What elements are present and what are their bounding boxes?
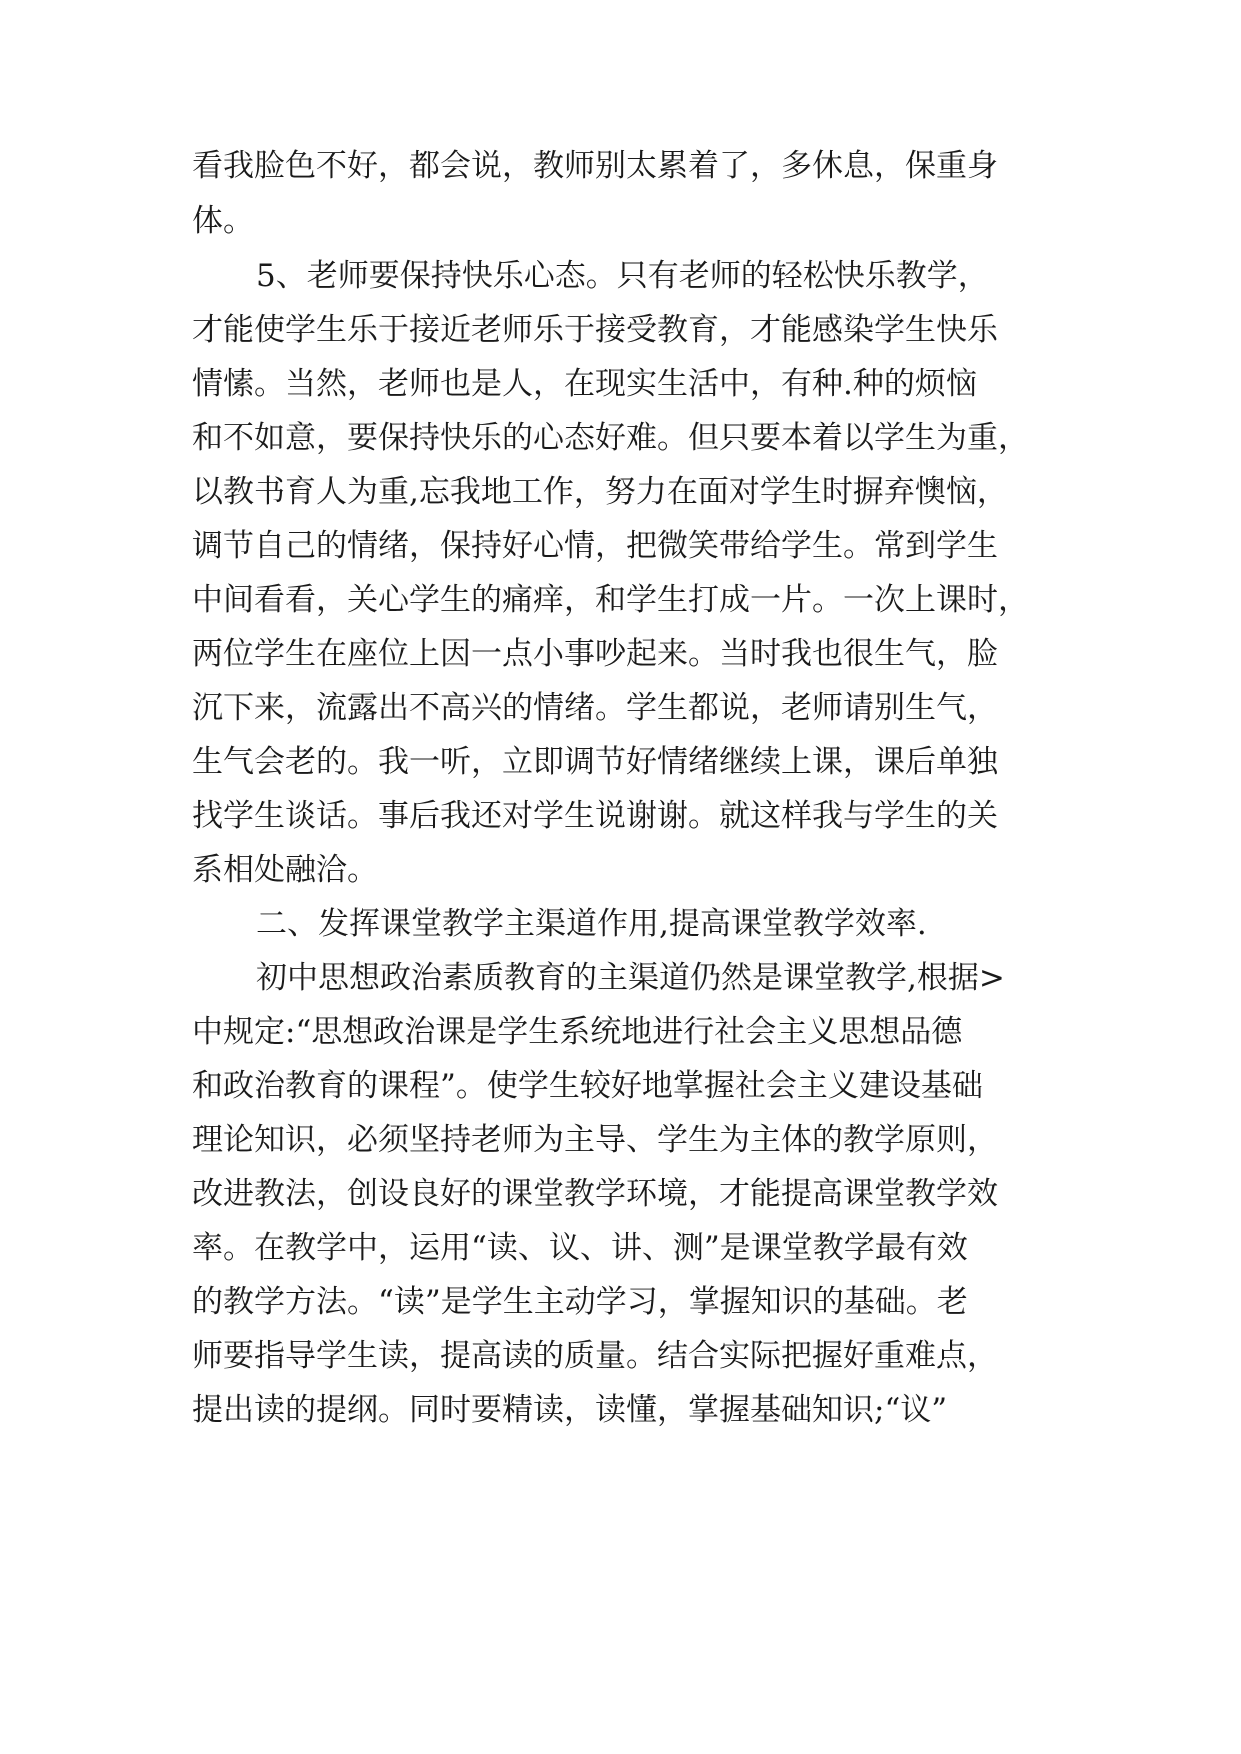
text-line: 系相处融洽。 <box>192 852 378 888</box>
text-line: 两位学生在座位上因一点小事吵起来。当时我也很生气，脸 <box>192 636 998 672</box>
text-line: 率。在教学中，运用“读、议、讲、测”是课堂教学最有效 <box>192 1230 968 1266</box>
text-line: 理论知识，必须坚持老师为主导、学生为主体的教学原则， <box>192 1122 998 1158</box>
paragraph-start-line: 5、老师要保持快乐心态。只有老师的轻松快乐教学， <box>256 258 989 294</box>
text-line: 提出读的提纲。同时要精读，读懂，掌握基础知识;“议” <box>192 1392 948 1428</box>
text-line: 师要指导学生读，提高读的质量。结合实际把握好重难点， <box>192 1338 998 1374</box>
text-line: 生气会老的。我一听，立即调节好情绪继续上课，课后单独 <box>192 744 998 780</box>
text-line: 情愫。当然，老师也是人，在现实生活中，有种.种的烦恼 <box>192 366 977 402</box>
text-line: 沉下来，流露出不高兴的情绪。学生都说，老师请别生气， <box>192 690 998 726</box>
text-line: 体。 <box>192 203 254 239</box>
text-line: 以教书育人为重,忘我地工作，努力在面对学生时摒弃懊恼， <box>192 474 1008 510</box>
text-line: 和不如意，要保持快乐的心态好难。但只要本着以学生为重， <box>192 420 1029 456</box>
paragraph-start-line: 初中思想政治素质教育的主渠道仍然是课堂教学,根据> <box>256 960 1005 996</box>
text-line: 的教学方法。“读”是学生主动学习，掌握知识的基础。老 <box>192 1284 968 1320</box>
text-line: 中间看看，关心学生的痛痒，和学生打成一片。一次上课时， <box>192 582 1029 618</box>
text-line: 找学生谈话。事后我还对学生说谢谢。就这样我与学生的关 <box>192 798 998 834</box>
text-line: 调节自己的情绪，保持好心情，把微笑带给学生。常到学生 <box>192 528 998 564</box>
text-line: 看我脸色不好，都会说，教师别太累着了，多休息，保重身 <box>192 148 998 184</box>
section-heading: 二、发挥课堂教学主渠道作用,提高课堂教学效率. <box>256 906 927 942</box>
text-line: 中规定:“思想政治课是学生系统地进行社会主义思想品德 <box>192 1014 963 1050</box>
text-line: 改进教法，创设良好的课堂教学环境，才能提高课堂教学效 <box>192 1176 998 1212</box>
text-line: 和政治教育的课程”。使学生较好地掌握社会主义建设基础 <box>192 1068 983 1104</box>
text-line: 才能使学生乐于接近老师乐于接受教育，才能感染学生快乐 <box>192 312 998 348</box>
